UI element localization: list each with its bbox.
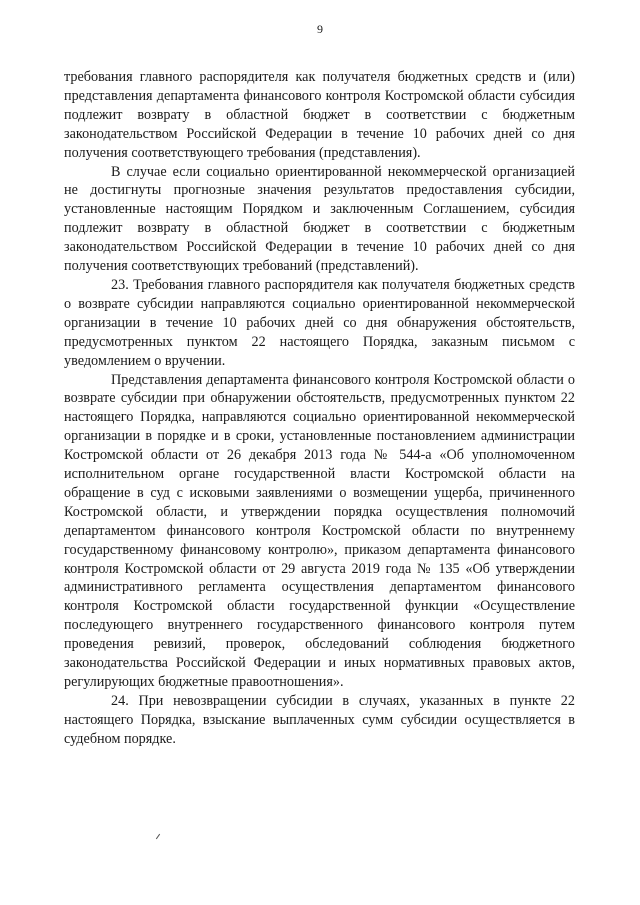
document-body [64, 68, 575, 749]
paragraph-control-department-submissions: Представления департамента финансового контроля Костромской области о возврате субсидии при обнаружении обстоятельств, предусмотренных пунктом 22 настоящего Порядка, направляются социально ориентированной некоммерческой организации в порядке и в сроки, установленные постановлением администрации Костромской области от 26 декабря 2013 года № 544-а «Об уполномоченном исполнительном органе государственной власти Костромской области на обращение в суд с исковыми заявлениями о возмещении ущерба, причиненного Костромской области, и утверждении порядка осуществления полномочий департаментом финансового контроля Костромской области по внутреннему государственному финансовому контролю», приказом департамента финансового контроля Костромской области от 29 августа 2019 года № 135 «Об утверждении административного регламента осуществления департаментом финансового контроля Костромской области государственной функции «Осуществление последующего внутреннего государственного финансового контроля путем проведения ревизий, проверок, обследований соблюдения бюджетного законодательства Российской Федерации и иных нормативных правовых актов, регулирующих бюджетные правоотношения». [64, 371, 575, 690]
page-number: 9 [317, 22, 323, 36]
paragraph-item-24: 24. При невозвращении субсидии в случаях, указанных в пункте 22 настоящего Порядка, взыскание выплаченных сумм субсидии осуществляется в судебном порядке. [64, 692, 575, 747]
paragraph-item-23: 23. Требования главного распорядителя как получателя бюджетных средств о возврате субсидии направляются социально ориентированной некоммерческой организации в течение 10 рабочих дней со дня обнаружения обстоятельств, предусмотренных пунктом 22 настоящего Порядка, заказным письмом с уведомлением о вручении. [64, 276, 575, 369]
paragraph-return-requirement-continuation: требования главного распорядителя как получателя бюджетных средств и (или) представления департамента финансового контроля Костромской области субсидия подлежит возврату в областной бюджет в соответствии с бюджетным законодательством Российской Федерации в течение 10 рабочих дней со дня получения соответствующего требования (представления). [64, 69, 575, 161]
paragraph-forecast-not-achieved: В случае если социально ориентированной некоммерческой организацией не достигнуты прогнозные значения результатов предоставления субсидии, установленные настоящим Порядком и заключенным Соглашением, субсидия подлежит возврату в областной бюджет в соответствии с бюджетным законодательством Российской Федерации в течение 10 рабочих дней со дня получения соответствующих требований (представлений). [64, 163, 575, 275]
stray-pen-mark [156, 834, 160, 839]
